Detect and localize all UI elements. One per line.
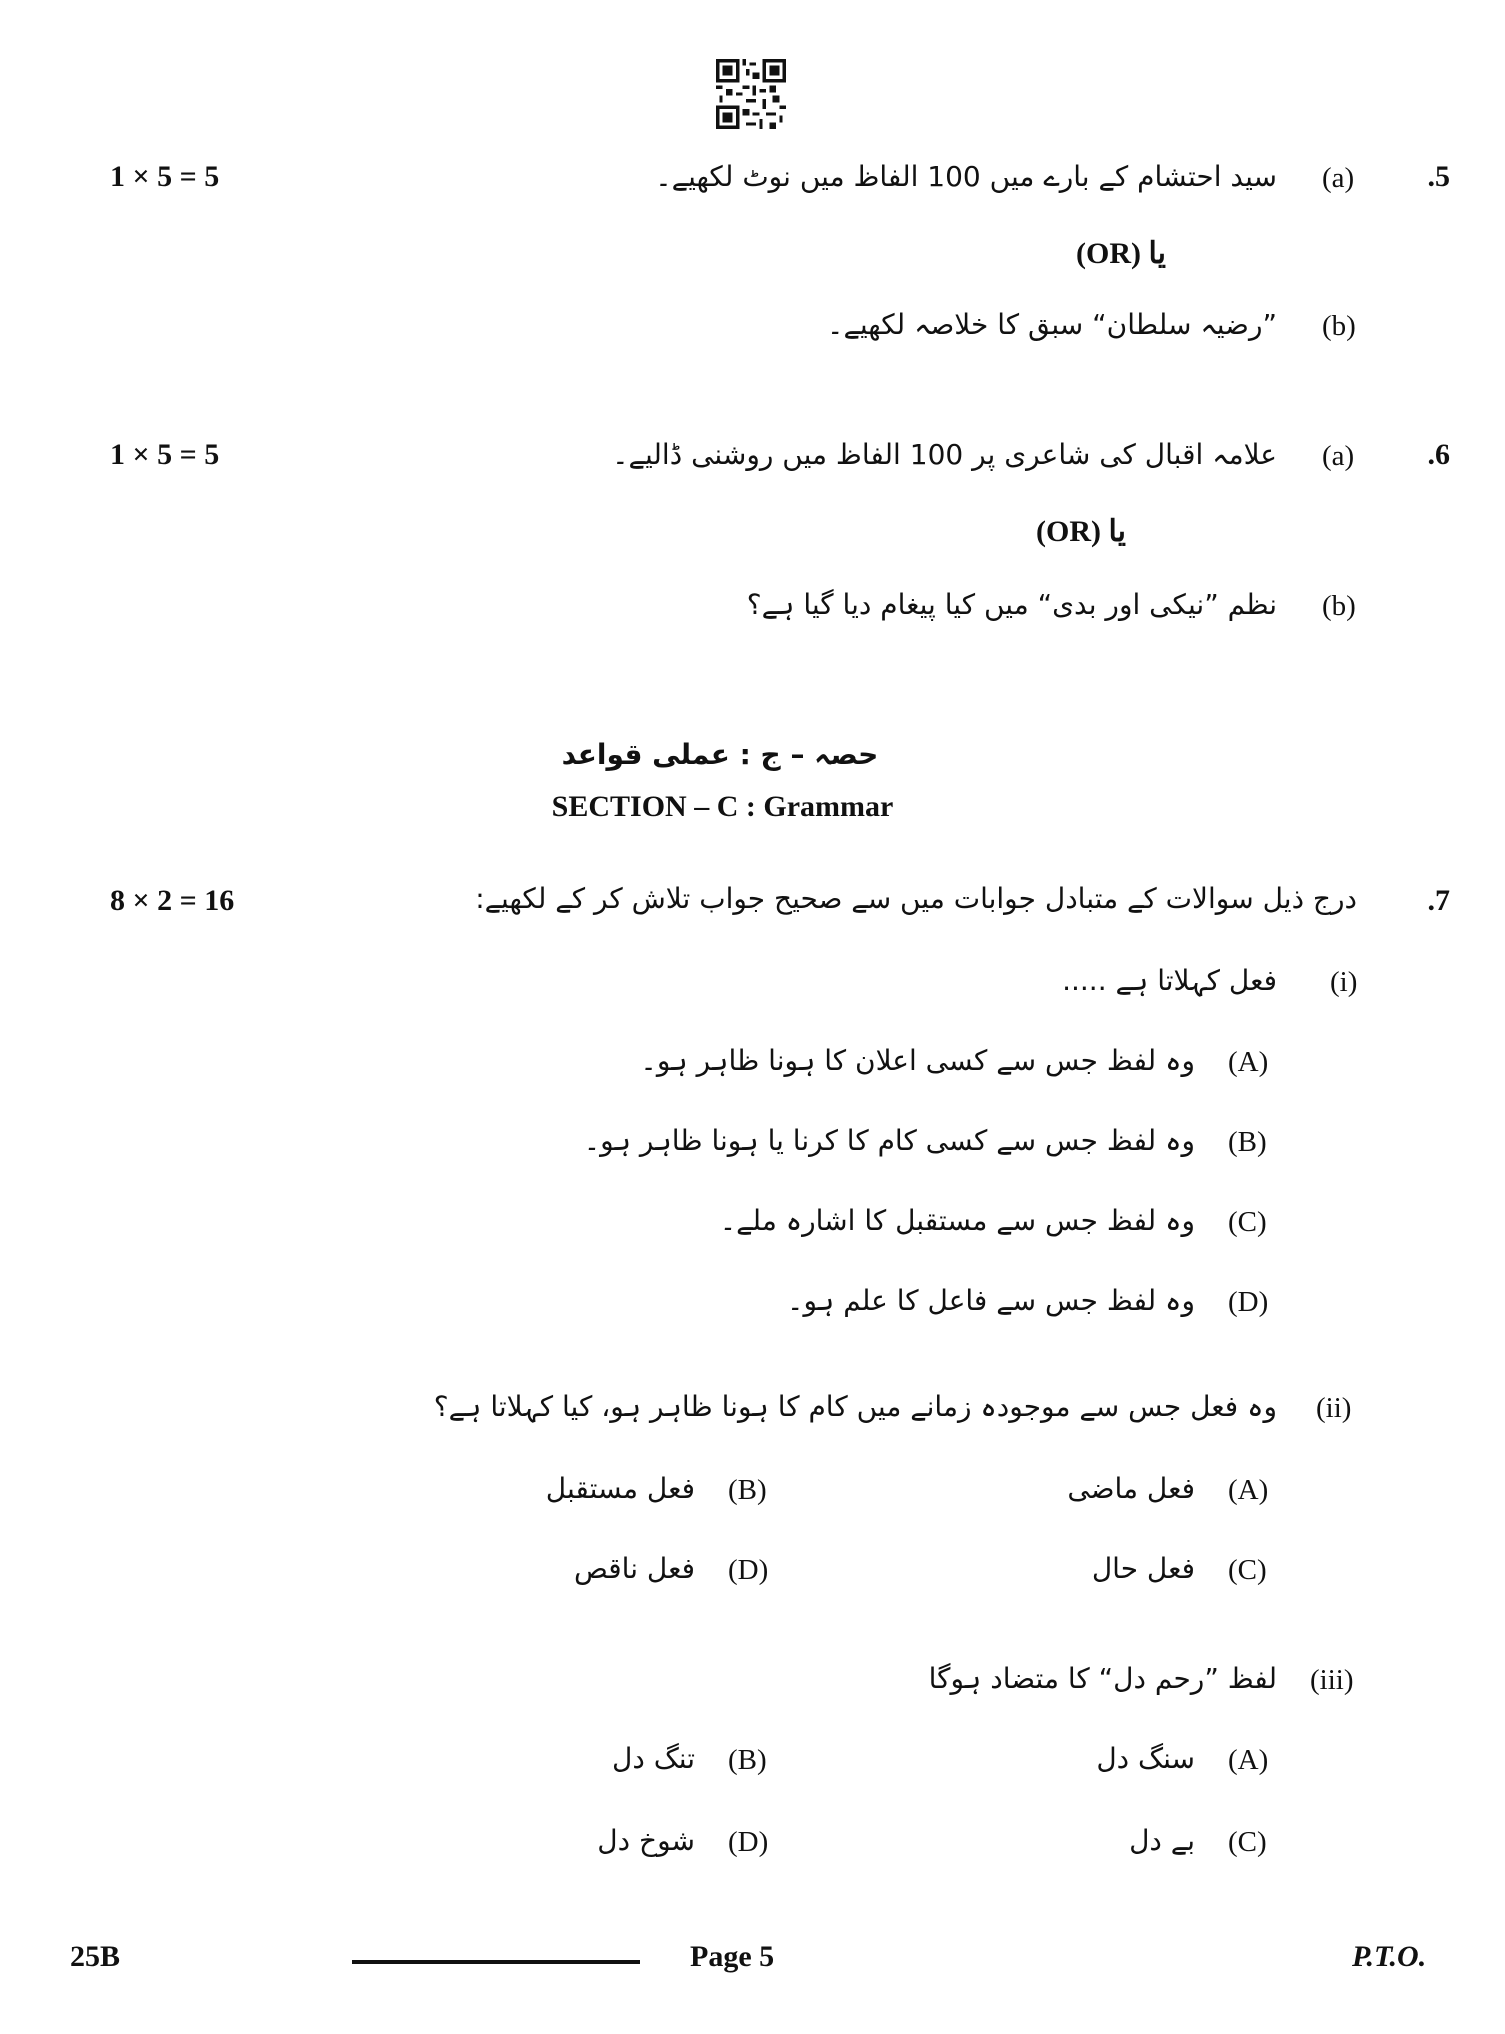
q7-ii-text: وہ فعل جس سے موجودہ زمانے میں کام کا ہونا ظاہر ہو، کیا کہلاتا ہے؟ xyxy=(433,1390,1277,1423)
q7-iii-label: (iii) xyxy=(1310,1664,1354,1696)
q6-a-text: علامہ اقبال کی شاعری پر 100 الفاظ میں روشنی ڈالیے۔ xyxy=(612,438,1277,471)
q5-marks: 1 × 5 = 5 xyxy=(110,160,220,193)
q7-ii-option-a-text: فعل ماضی xyxy=(1067,1472,1195,1505)
q7-i-text: فعل کہلاتا ہے ..... xyxy=(1062,964,1277,997)
q6-a-label: (a) xyxy=(1322,440,1355,472)
q7-ii-label: (ii) xyxy=(1316,1392,1352,1424)
q7-i-option-d-label: (D) xyxy=(1228,1286,1269,1318)
q7-i-option-a-text: وہ لفظ جس سے کسی اعلان کا ہونا ظاہر ہو۔ xyxy=(640,1044,1195,1077)
q6-marks: 1 × 5 = 5 xyxy=(110,438,220,471)
q5-b-text: ”رضیہ سلطان“ سبق کا خلاصہ لکھیے۔ xyxy=(827,308,1277,341)
q7-number: .7 xyxy=(1427,884,1450,917)
section-urdu-title: حصہ – ج : عملی قواعد xyxy=(561,738,879,771)
q7-ii-option-b-label: (B) xyxy=(728,1474,767,1506)
q7-ii-option-a-label: (A) xyxy=(1228,1474,1269,1506)
q6-b-label: (b) xyxy=(1322,590,1356,622)
footer-pto: P.T.O. xyxy=(1352,1940,1427,1973)
q7-i-option-b-label: (B) xyxy=(1228,1126,1267,1158)
q7-ii-option-d-label: (D) xyxy=(728,1554,769,1586)
section-english-title: SECTION – C : Grammar xyxy=(551,790,894,823)
q5-b-label: (b) xyxy=(1322,310,1356,342)
footer-page: Page 5 xyxy=(690,1940,775,1973)
q7-iii-option-a-label: (A) xyxy=(1228,1744,1269,1776)
q7-ii-option-c-label: (C) xyxy=(1228,1554,1267,1586)
q7-ii-option-d-text: فعل ناقص xyxy=(573,1552,695,1585)
q7-instruction: درج ذیل سوالات کے متبادل جوابات میں سے صحیح جواب تلاش کر کے لکھیے: xyxy=(475,882,1357,915)
q7-i-option-c-text: وہ لفظ جس سے مستقبل کا اشارہ ملے۔ xyxy=(719,1204,1195,1237)
q7-ii-option-b-text: فعل مستقبل xyxy=(545,1472,695,1505)
q5-or: یا (OR) xyxy=(1076,237,1166,270)
q5-number: .5 xyxy=(1427,160,1450,193)
q7-ii-option-c-text: فعل حال xyxy=(1091,1552,1195,1585)
q5-a-label: (a) xyxy=(1322,162,1355,194)
q7-iii-option-c-label: (C) xyxy=(1228,1826,1267,1858)
footer-rule xyxy=(352,1960,640,1964)
q5-a-text: سید احتشام کے بارے میں 100 الفاظ میں نوٹ لکھیے۔ xyxy=(655,160,1277,193)
q7-marks: 8 × 2 = 16 xyxy=(110,884,235,917)
q7-iii-option-a-text: سنگ دل xyxy=(1096,1742,1195,1775)
q7-iii-option-d-text: شوخ دل xyxy=(597,1824,695,1857)
q7-iii-option-c-text: بے دل xyxy=(1129,1824,1195,1857)
q6-b-text: نظم ”نیکی اور بدی“ میں کیا پیغام دیا گیا ہے؟ xyxy=(746,588,1277,621)
q7-i-option-b-text: وہ لفظ جس سے کسی کام کا کرنا یا ہونا ظاہر ہو۔ xyxy=(583,1124,1195,1157)
q7-iii-option-b-text: تنگ دل xyxy=(611,1742,695,1775)
q7-iii-option-b-label: (B) xyxy=(728,1744,767,1776)
q7-i-option-a-label: (A) xyxy=(1228,1046,1269,1078)
q7-iii-option-d-label: (D) xyxy=(728,1826,769,1858)
q7-i-label: (i) xyxy=(1330,966,1358,998)
qr-code-icon xyxy=(716,58,786,130)
footer-code: 25B xyxy=(70,1940,121,1973)
q6-or: یا (OR) xyxy=(1036,515,1126,548)
q6-number: .6 xyxy=(1427,438,1450,471)
q7-iii-text: لفظ ”رحم دل“ کا متضاد ہوگا xyxy=(928,1662,1277,1695)
q7-i-option-c-label: (C) xyxy=(1228,1206,1267,1238)
q7-i-option-d-text: وہ لفظ جس سے فاعل کا علم ہو۔ xyxy=(787,1284,1195,1317)
